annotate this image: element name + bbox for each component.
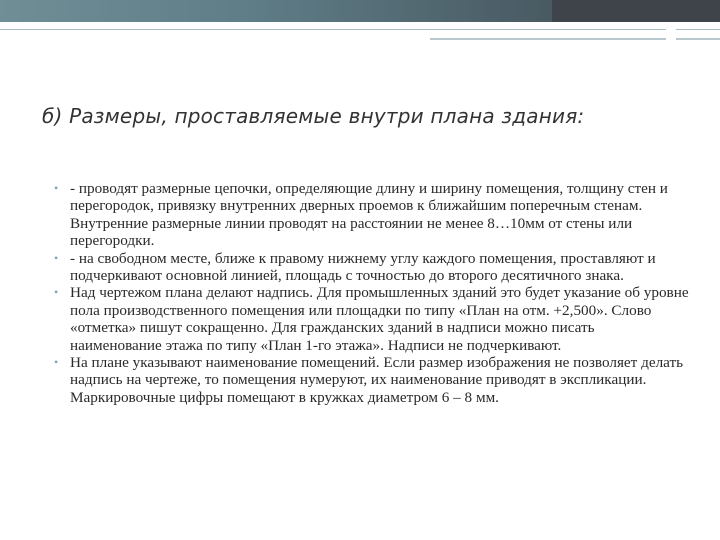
rule-line-thick-right xyxy=(676,38,720,40)
bullet-text: - на свободном месте, ближе к правому нижнему углу каждого помещения, проставляют и подчеркивают основной линией, площадь с точностью до второго десятичного знака. xyxy=(70,249,656,285)
rule-line-thin-right xyxy=(676,29,720,30)
bullet-icon: • xyxy=(54,285,59,300)
bullet-item-4 xyxy=(54,354,690,406)
bullet-text: На плане указывают наименование помещений. Если размер изображения не позволяет делать надпись на чертеже, то помещения нумеруют, их наименование приводят в экспликации. Маркировочные цифры помещают в кружках диаметром 6 – 8 мм. xyxy=(70,354,684,406)
bullet-item-2 xyxy=(54,249,690,285)
decorative-rules xyxy=(0,22,720,42)
bullet-icon: • xyxy=(54,250,59,265)
rule-line-thin xyxy=(0,29,666,30)
bullet-text: Над чертежом плана делают надпись. Для промышленных зданий это будет указание об уровне пола производственного помещения или площадки по типу «План на отм. +2,500». Слово «отметка» пишут сокращенно. Для гражданских зданий в надписи можно писать наименование этажа по типу «План 1-го этажа». Надписи не подчеркивают. xyxy=(70,284,689,354)
header-bar-dark-segment xyxy=(552,0,720,22)
bullet-icon: • xyxy=(54,181,59,195)
bullet-icon: • xyxy=(54,355,59,370)
bullet-list xyxy=(54,180,690,406)
bullet-item-1 xyxy=(54,180,690,250)
bullet-text: - проводят размерные цепочки, определяющие длину и ширину помещения, толщину стен и перегородок, привязку внутренних дверных проемов к ближайшим поперечным стенам. Внутренние размерные линии проводят на расстоянии не менее 8…10мм от стены или перегородки. xyxy=(70,180,668,250)
rule-line-thick xyxy=(430,38,666,40)
bullet-item-3 xyxy=(54,284,690,354)
slide-title: б) Размеры, проставляемые внутри плана здания: xyxy=(42,104,585,128)
